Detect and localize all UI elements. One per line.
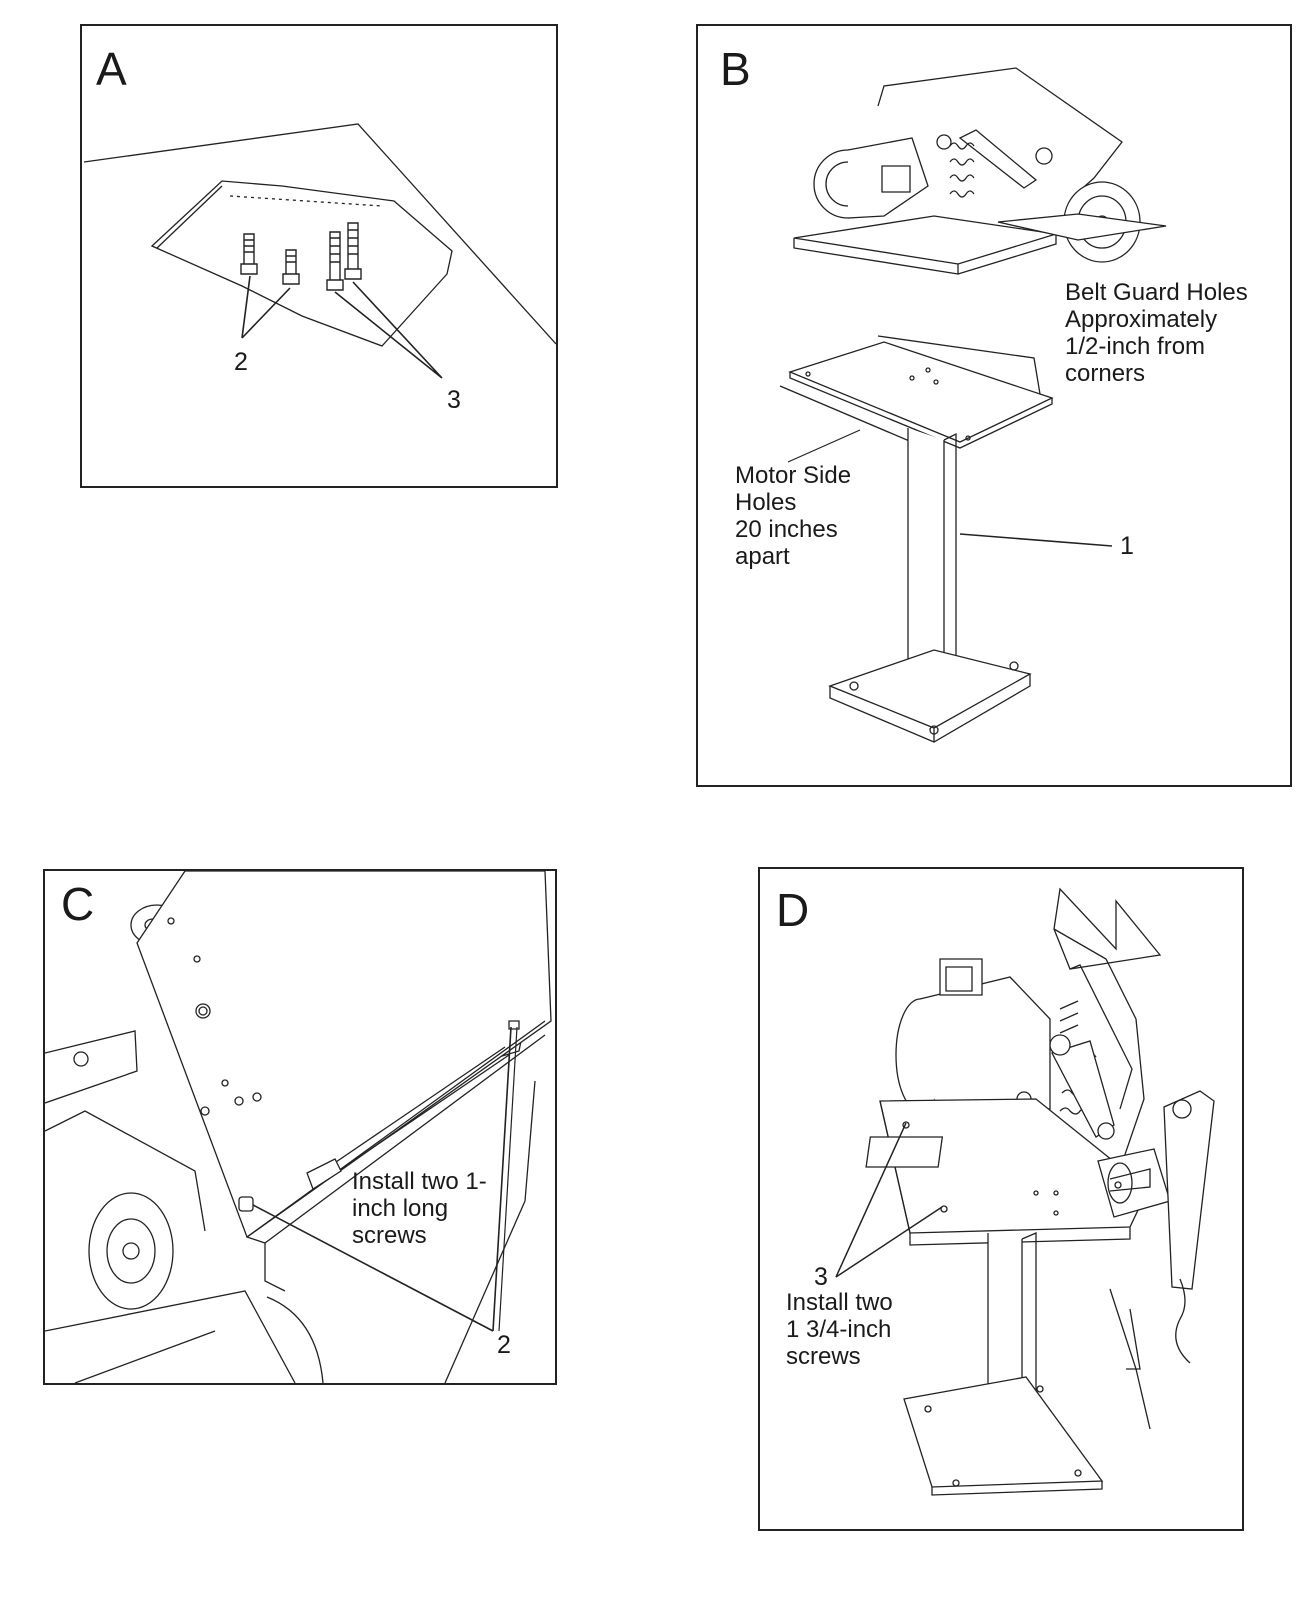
panel-b-callout-1: 1: [1120, 532, 1134, 560]
panel-a-callout-2: 2: [234, 348, 248, 376]
belt-guard-holes-note: Belt Guard Holes Approximately 1/2-inch from corners: [1065, 279, 1248, 387]
panel-c: [43, 869, 557, 1385]
panel-d-letter: D: [776, 884, 810, 936]
panel-c-callout-2: 2: [497, 1331, 511, 1359]
panel-c-install-note: Install two 1- inch long screws: [352, 1168, 487, 1249]
panel-a-screws-drawing: [82, 26, 556, 486]
panel-d-callout-3: 3: [814, 1263, 828, 1291]
panel-c-letter: C: [61, 878, 95, 930]
panel-c-belt-guard-drawing: [45, 871, 555, 1383]
panel-b: [696, 24, 1292, 787]
panel-a-letter: A: [96, 43, 127, 95]
motor-side-holes-note: Motor Side Holes 20 inches apart: [735, 462, 852, 570]
panel-b-letter: B: [720, 43, 751, 95]
panel-d: [758, 867, 1244, 1531]
panel-d-assembled-drawing: [760, 869, 1242, 1529]
panel-a-callout-3: 3: [447, 386, 461, 414]
panel-d-install-note: Install two 1 3/4-inch screws: [786, 1289, 893, 1370]
panel-a: [80, 24, 558, 488]
panel-b-stand-drawing: [698, 26, 1290, 785]
